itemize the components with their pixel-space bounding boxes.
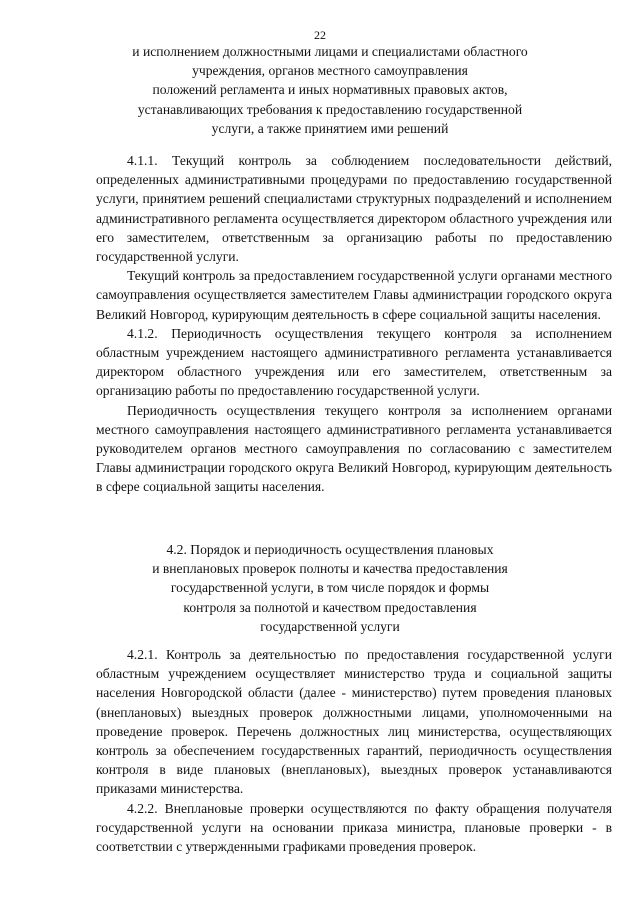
heading-line: 4.2. Порядок и периодичность осуществления плановых <box>166 542 494 557</box>
paragraph-4-2-1: 4.2.1. Контроль за деятельностью по предоставления государственной услуги областным учреждением осуществляет министерство труда и социальной защиты населения Новгородской области (далее - министерство) путем проведения плановых (внеплановых) выездных проверок должностными лицами, уполномоченными на проведение проверок. Перечень должностных лиц министерства, осуществляющих контроль за обеспечением государственных гарантий, периодичность осуществления контроля в виде плановых (внеплановых), выездных проверок устанавливаются приказами министерства. <box>96 647 612 797</box>
page-number: 22 <box>314 28 326 42</box>
section-4-1-body <box>96 151 612 497</box>
heading-line: и исполнением должностными лицами и специалистами областного <box>132 44 528 59</box>
heading-line: контроля за полнотой и качеством предоставления <box>183 599 477 615</box>
heading-line: и внеплановых проверок полноты и качества предоставления <box>152 561 508 577</box>
paragraph-4-2-2: 4.2.2. Внеплановые проверки осуществляются по факту обращения получателя государственной услуги на основании приказа министра, плановые проверки - в соответствии с утвержденными графиками проведения проверок. <box>96 800 612 855</box>
heading-line: государственной услуги, в том числе порядок и формы <box>170 580 490 596</box>
section-heading-4-2 <box>100 540 560 636</box>
section-4-2-body <box>96 645 612 856</box>
heading-line: учреждения, органов местного самоуправления <box>192 63 468 79</box>
heading-line: устанавливающих требования к предоставлению государственной <box>137 101 523 117</box>
section-heading-top <box>100 42 560 138</box>
paragraph-local-control: Текущий контроль за предоставлением государственной услуги органами местного самоуправления осуществляется заместителем Главы администрации городского округа Великий Новгород, курирующим деятельность в сфере социальной защиты населения. <box>96 268 612 322</box>
heading-line: услуги, а также принятием ими решений <box>211 120 449 136</box>
paragraph-local-periodicity: Периодичность осуществления текущего контроля за исполнением органами местного самоуправления настоящего административного регламента устанавливается руководителем органов местного самоуправления по согласованию с заместителем Главы администрации городского округа Великий Новгород, курирующим деятельность в сфере социальной защиты населения. <box>96 402 612 495</box>
paragraph-4-1-1: 4.1.1. Текущий контроль за соблюдением последовательности действий, определенных административными процедурами по предоставлению государственной услуги, принятием решений специалистами структурных подразделений и исполнением административного регламента осуществляется директором областного учреждения или его заместителем, ответственным за организацию работы по предоставлению государственной услуги. <box>96 153 612 265</box>
heading-line: положений регламента и иных нормативных правовых актов, <box>152 82 508 98</box>
heading-line: государственной услуги <box>260 618 400 634</box>
paragraph-4-1-2: 4.1.2. Периодичность осуществления текущего контроля за исполнением областным учреждением настоящего административного регламента устанавливается директором областного учреждения или его заместителем, ответственным за организацию работы по предоставлению государственной услуги. <box>96 325 612 399</box>
